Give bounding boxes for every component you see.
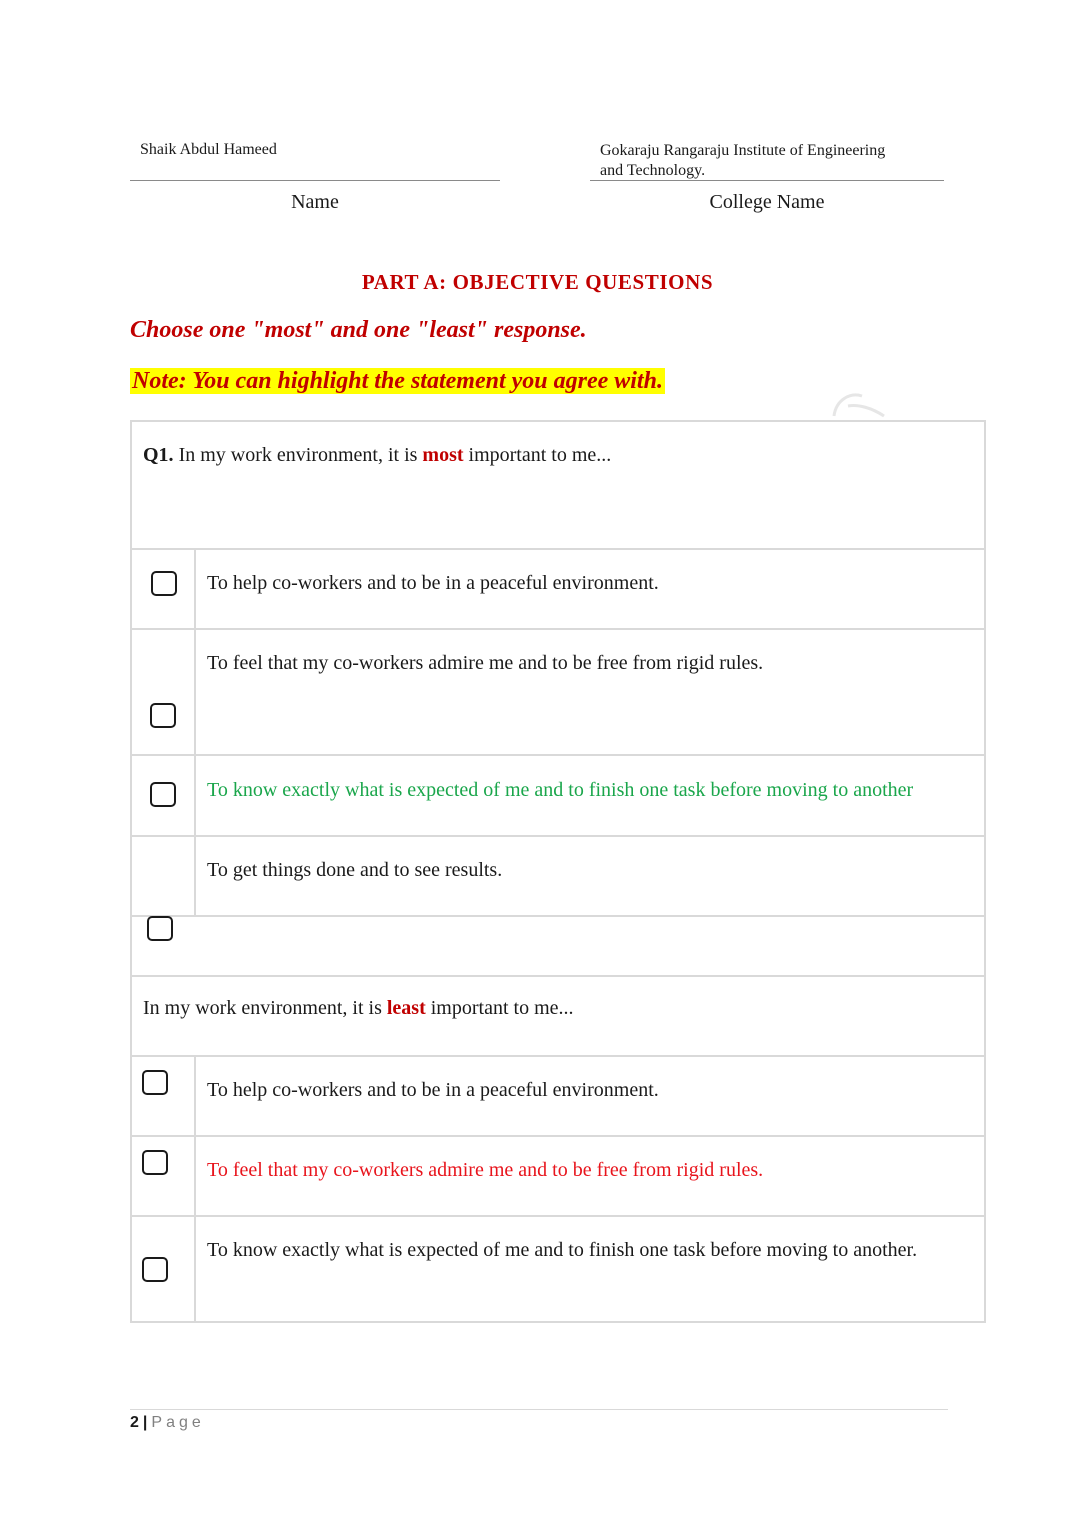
q1-least-prompt-post: important to me... bbox=[430, 997, 574, 1019]
q1-least-prompt-pre: In my work environment, it is bbox=[143, 997, 382, 1019]
most-option-3-text: To know exactly what is expected of me and to finish one task before moving to another bbox=[207, 779, 914, 801]
most-option-4-checkbox[interactable] bbox=[147, 916, 173, 941]
page-separator: | bbox=[142, 1414, 148, 1431]
note-text: Note: You can highlight the statement you agree with. bbox=[132, 368, 663, 394]
row-divider bbox=[132, 915, 984, 917]
q1-least-prompt bbox=[143, 997, 574, 1020]
college-value bbox=[600, 141, 885, 181]
footer-divider bbox=[130, 1409, 948, 1410]
q1-number: Q1. bbox=[143, 444, 174, 466]
question-table bbox=[130, 420, 986, 1323]
name-underline bbox=[130, 180, 500, 181]
college-underline bbox=[590, 180, 944, 181]
most-keyword: most bbox=[422, 444, 464, 466]
row-divider bbox=[132, 1055, 984, 1057]
row-divider bbox=[132, 1215, 984, 1217]
watermark-icon bbox=[828, 386, 888, 422]
most-option-2-text: To feel that my co-workers admire me and to be free from rigid rules. bbox=[207, 652, 764, 674]
page-label: Page bbox=[151, 1414, 205, 1431]
page-number: 2 bbox=[130, 1414, 139, 1431]
college-caption: College Name bbox=[709, 191, 825, 213]
college-value-line1: Gokaraju Rangaraju Institute of Engineering bbox=[600, 142, 886, 159]
column-divider bbox=[194, 548, 196, 915]
column-divider bbox=[194, 1055, 196, 1323]
least-option-2-text: To feel that my co-workers admire me and to be free from rigid rules. bbox=[207, 1159, 764, 1181]
q1-most-prompt bbox=[143, 444, 611, 467]
note-highlight bbox=[130, 368, 665, 395]
row-divider bbox=[132, 835, 984, 837]
q1-most-prompt-pre: In my work environment, it is bbox=[178, 444, 418, 466]
least-option-2-checkbox[interactable] bbox=[142, 1150, 168, 1175]
instruction-text: Choose one "most" and one "least" response. bbox=[130, 317, 587, 343]
most-option-1-text: To help co-workers and to be in a peaceful environment. bbox=[207, 572, 659, 594]
least-keyword: least bbox=[386, 997, 426, 1019]
name-caption: Name bbox=[291, 191, 339, 213]
least-option-1-text: To help co-workers and to be in a peaceful environment. bbox=[207, 1079, 659, 1101]
college-value-line2: and Technology. bbox=[600, 162, 706, 179]
least-option-1-checkbox[interactable] bbox=[142, 1070, 168, 1095]
row-divider bbox=[132, 754, 984, 756]
least-option-3-text: To know exactly what is expected of me and to finish one task before moving to another. bbox=[207, 1239, 918, 1261]
most-option-4-text: To get things done and to see results. bbox=[207, 859, 503, 881]
name-value: Shaik Abdul Hameed bbox=[140, 141, 277, 158]
q1-most-prompt-post: important to me... bbox=[468, 444, 612, 466]
most-option-2-checkbox[interactable] bbox=[150, 703, 176, 728]
page-footer bbox=[130, 1414, 205, 1432]
row-divider bbox=[132, 628, 984, 630]
row-divider bbox=[132, 1135, 984, 1137]
most-option-1-checkbox[interactable] bbox=[151, 571, 177, 596]
most-option-3-checkbox[interactable] bbox=[150, 782, 176, 807]
part-title: PART A: OBJECTIVE QUESTIONS bbox=[361, 270, 714, 294]
least-option-3-checkbox[interactable] bbox=[142, 1257, 168, 1282]
row-divider bbox=[132, 548, 984, 550]
row-divider bbox=[132, 975, 984, 977]
